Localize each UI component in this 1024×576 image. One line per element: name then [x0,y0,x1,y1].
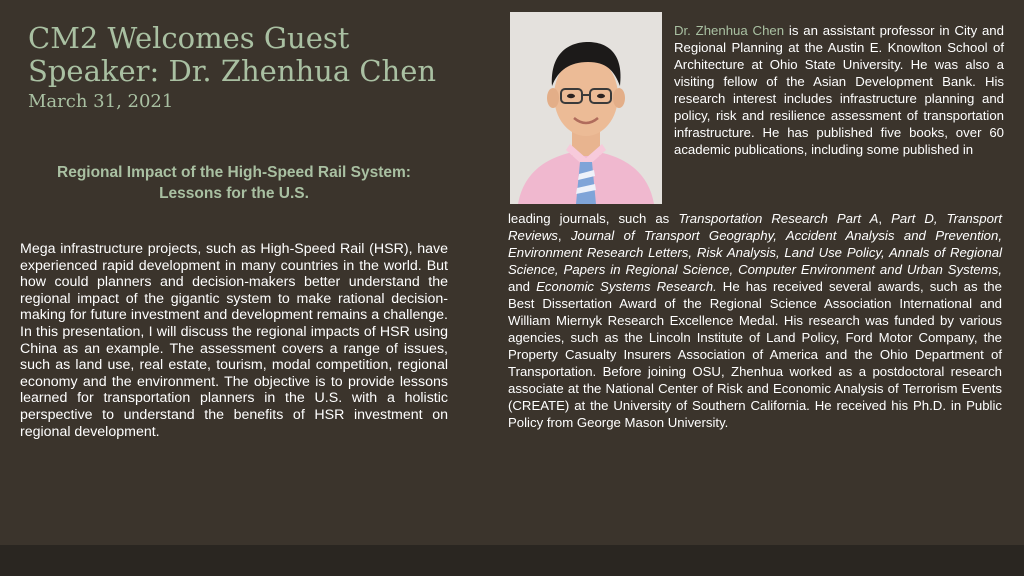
journal-2: Part D, Transport Reviews [508,211,1003,243]
speaker-bio-intro [674,22,1004,158]
speaker-portrait-illustration [510,12,662,204]
event-date: March 31, 2021 [28,91,174,112]
title-line-2: Speaker: Dr. Zhenhua Chen [28,54,437,88]
slide-title [28,22,488,88]
bio-separator-2: , [557,228,571,243]
bio-separator-3: and [508,279,537,294]
talk-title-line-2: Lessons for the U.S. [159,185,309,202]
title-line-1: CM2 Welcomes Guest [28,21,350,55]
bio-intro-text: is an assistant professor in City and Regional Planning at the Austin E. Knowlton School of Architecture at Ohio State University. He was also a visiting fellow of the Asian Development Bank. His research interest includes infrastructure planning and policy, risk and resilience assessment of transportation infrastructure. He has published five books, over 60 academic publications, including some published in [674,23,1004,157]
journal-1: Transportation Research Part A [678,211,879,226]
bottom-band [0,545,1024,576]
bio-rest-text: He has received several awards, such as the Best Dissertation Award of the Regional Science Association International and William Miernyk Research Excellence Medal. His research was funded by various agencies, such as the Lincoln Institute of Land Policy, Ford Motor Company, the Property Casualty Insurers Association of America and the Ohio Department of Transportation. Before joining OSU, Zhenhua worked as a postdoctoral research associate at the National Center of Risk and Economic Analysis of Terrorism Events (CREATE) at the University of Southern California. He received his Ph.D. in Public Policy from George Mason University. [508,279,1002,430]
speaker-name: Dr. Zhenhua Chen [674,23,785,38]
journal-4: Economic Systems Research. [536,279,717,294]
bio-journals-lead: leading journals, such as [508,211,679,226]
speaker-photo [510,12,662,204]
talk-title-line-1: Regional Impact of the High-Speed Rail System: [57,164,411,181]
bio-separator-1: , [878,211,892,226]
talk-title [18,162,450,204]
talk-abstract: Mega infrastructure projects, such as High-Speed Rail (HSR), have experienced rapid development in many countries in the world. But how could planners and decision-makers better understand the regional impact of the gigantic system to make rational decision-making for future investment and development remains a challenge. In this presentation, I will discuss the regional impacts of HSR using China as an example. The assessment covers a range of issues, such as land use, real estate, tourism, modal competition, regional economy and the environment. The objective is to provide lessons learned for transportation planners in the U.S. with a holistic perspective to understand the benefits of HSR investment on regional development. [20,241,448,440]
speaker-bio-continued [508,210,1002,431]
journal-list: Journal of Transport Geography, Accident Analysis and Prevention, Environment Research Letters, Risk Analysis, Land Use Policy, Annals of Regional Science, Papers in Regional Science, Computer Environment and Urban Systems, [508,228,1002,277]
